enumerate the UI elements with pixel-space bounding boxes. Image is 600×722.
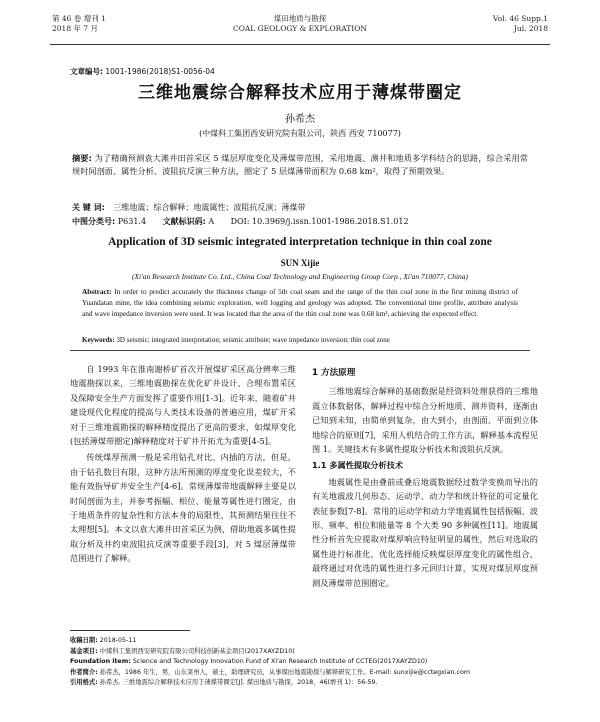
- running-header: [52, 14, 548, 44]
- keywords-chinese: [72, 202, 528, 213]
- fund-value: 中煤科工集团西安研究院有限公司科技创新基金项目(2017XAYZD10): [99, 647, 295, 655]
- author-chinese: 孙希杰: [285, 114, 315, 125]
- author-bio-label: 作者简介:: [70, 668, 98, 676]
- fund-label: 基金项目:: [70, 647, 98, 655]
- received-value: 2018-05-11: [99, 637, 137, 644]
- footnote-fund-english: [70, 657, 540, 668]
- clc-value: P631.4: [117, 217, 147, 226]
- footnote-author: [70, 668, 540, 679]
- fund-en-label: Foundation item:: [70, 658, 131, 666]
- doc-code-value: A: [208, 217, 215, 226]
- classification-line: [72, 216, 540, 227]
- title-chinese: 三维地震综合解释技术应用于薄煤带圈定: [138, 83, 462, 103]
- affiliation-english: (Xi'an Research Institute Co. Ltd., China Coal Technology and Engineering Group Corp., Xi'an 710077, China): [131, 272, 469, 281]
- author-bio-value: 孙希杰，1986 年生，男，山东莱州人，硕士，助理研究员，从事煤田地震勘探与解释研究工作。E-mail: sunxijie@cctegxian.com: [99, 668, 470, 676]
- footnote-received: [70, 636, 540, 647]
- author-english: SUN Xijie: [280, 258, 320, 268]
- keywords-chinese-text: 三维地震；综合解释；地震属性；波阻抗反演；薄煤带: [113, 203, 306, 212]
- received-label: 收稿日期:: [70, 637, 98, 644]
- abstract-chinese-label: 摘要:: [72, 153, 92, 163]
- footnote-block: [70, 636, 540, 689]
- footnote-fund: [70, 647, 540, 658]
- doc-code-label: 文献标识码:: [162, 217, 206, 226]
- citation-label: 引用格式:: [70, 679, 98, 687]
- abstract-english: [82, 286, 518, 319]
- body-paragraph: 自 1993 年在淮南谢桥矿首次开展煤矿采区高分辨率三维地震勘探以来，三维地震勘探在优化矿井设计、合理布置采区及保障安全生产方面发挥了重要作用[1-3]。近年来，随着矿井建设现代化程度的提高与人类技术设备的普遍应用，煤矿开采对于三维地震勘探的解释精度提出了更高的要求，如煤厚变化(包括薄煤带圈定)解释精度对于矿井开拓尤为重要[4-5]。: [70, 364, 296, 447]
- doi-label: DOI:: [230, 217, 250, 226]
- body-column-left: [70, 362, 296, 568]
- body-paragraph: 三维地震综合解释的基础数据是经资料处理获得的三维地震立体数据体，解释过程中综合分析地质、测井资料，逐渐由已知到未知，由简单到复杂，由大到小，由剖面、平面到立体地综合的原则[7]，采用人机结合的工作方法，解释基本流程见图 1。关键技术有多属性提取分析技术和波阻抗反演。: [312, 386, 538, 455]
- header-volume-en-line: Vol. 46 Supp.1: [492, 14, 548, 23]
- header-date-en-line: Jul. 2018: [513, 24, 548, 33]
- citation-value: 孙希杰. 三维地震综合解释技术应用于薄煤带圈定[J]. 煤田地质与勘探，2018，46(增刊 1)：56-59.: [99, 679, 378, 687]
- article-number-label: 文章编号:: [70, 67, 103, 76]
- title-english: Application of 3D seismic integrated interpretation technique in thin coal zone: [108, 236, 492, 248]
- keywords-chinese-label: 关 键 词:: [72, 203, 105, 212]
- header-journal: [52, 14, 548, 34]
- clc-label: 中图分类号:: [72, 217, 116, 226]
- keywords-english: [82, 336, 540, 344]
- body-paragraph: 地震属性是由叠前或叠后地震数据经过数学变换而导出的有关地震波几何形态、运动学、动力学和统计特征的可定量化表征参数[7-8]。常用的运动学和动力学地震属性包括振幅、波形、频率、相位和能量等 8 个大类 90 多种属性[11]。地震属性分析首先应提取对煤厚响应特征明显的属性，然后对选取的属性进行标准化，优化选择能反映煤层厚度变化的属性组合，最终通过对优选的属性进行多元回归计算，实现对煤层厚度预测及薄煤带范围圈定。: [312, 476, 538, 588]
- doi-value[interactable]: 10.3969/j.issn.1001-1986.2018.S1.012: [252, 217, 409, 226]
- fund-en-value: Science and Technology Innovation Fund of Xi'an Research Institute of CCTEG(2017XAYZD10): [132, 658, 428, 666]
- abstract-chinese: [72, 152, 528, 178]
- footnote-citation: [70, 678, 540, 689]
- affiliation-chinese: (中煤科工集团西安研究院有限公司，陕西 西安 710077): [199, 129, 401, 138]
- footnote-rule: [70, 630, 190, 631]
- article-number-value: 1001-1986(2018)S1-0056-04: [105, 67, 215, 76]
- header-date-line: 2018 年 7 月: [52, 24, 99, 33]
- abstract-english-label: Abstract:: [82, 287, 112, 296]
- header-volume-en: [493, 14, 548, 34]
- body-paragraph: 传统煤厚预测一般是采用钻孔对比、内插的方法，但是，由于钻孔数目有限，这种方法所预测的厚度变化误差较大，不能有效指导矿井安全生产[4-6]。常规薄煤带地震解释主要是以时间剖面为主，并参考振幅、相位、能量等属性进行圈定，由于地质条件的复杂性和方法本身的局限性，其预测结果往往不太理想[5]。本文以袁大滩井田首采区为例，借助地震多属性提取分析及井约束波阻抗反演等重要手段[3]，对 5 煤层薄煤带范围进行了解释。: [70, 452, 296, 564]
- abstract-english-text: In order to predict accurately the thickness change of 5th coal seam and the range of the thin coal zone in the first mining district of Yuandatan mine, the idea combining seismic exploration, well logging and geology was adopted. The conventional time profile, attribute analysis and wave impedance inversion were used. It was located that the area of the thin coal zone was 0.68 km², achieving the expected effect.: [82, 287, 519, 318]
- subsection-heading: 1.1 多属性提取分析技术: [312, 460, 404, 471]
- abstract-chinese-text: 为了精确预测袁大滩井田首采区 5 煤层厚度变化及薄煤带范围，采用地震、测井和地质多学科结合的思路，综合采用常规时间剖面、属性分析、波阻抗反演三种方法，圈定了 5 层煤薄带面积为 0.68 km²，取得了预期效果。: [72, 153, 528, 177]
- body-column-right: [312, 362, 538, 592]
- header-rule: [50, 44, 550, 45]
- keywords-english-label: Keywords:: [82, 336, 115, 344]
- header-journal-zh: 煤田地质与勘探: [273, 14, 327, 23]
- header-journal-en: COAL GEOLOGY & EXPLORATION: [233, 24, 367, 33]
- abstract-separator: [70, 350, 530, 351]
- article-number: [70, 66, 215, 77]
- header-volume-line: 第 46 卷 增刊 1: [52, 14, 106, 23]
- keywords-english-text: 3D seismic; integrated interpretation; seismic attribute; wave impedance inversion; thin coal zone: [116, 336, 390, 344]
- section-heading: 1 方法原理: [312, 368, 356, 378]
